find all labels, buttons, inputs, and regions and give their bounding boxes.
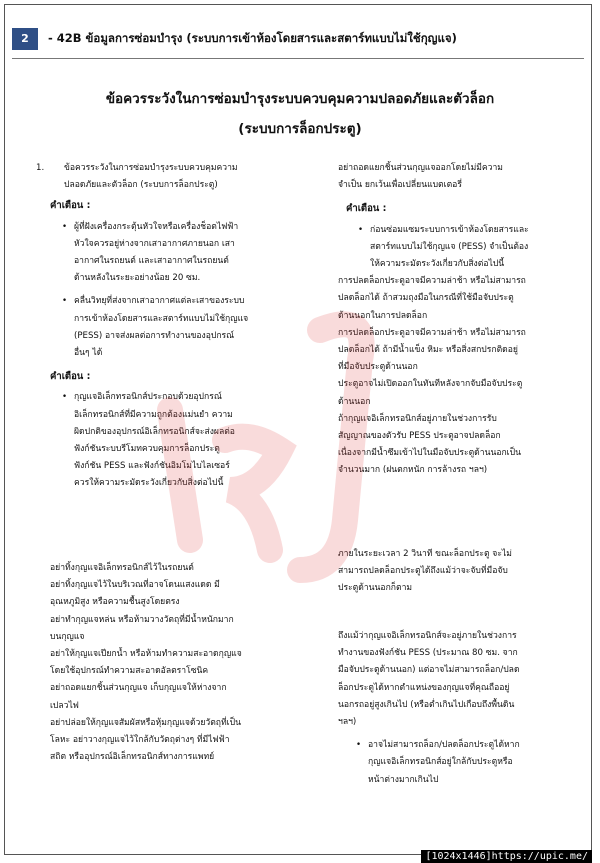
text-line: จำนวนมาก (ฝนตกหนัก การล้างรถ ฯลฯ): [338, 465, 488, 476]
text-line: อย่าทำกุญแจหล่น หรือห้ามวางวัตถุที่มีน้ำหนักมาก: [50, 614, 234, 625]
text-line: นอกรถอยู่สูงเกินไป (หรือต่ำเกินไปเกือบถึงพื้นดิน: [338, 699, 515, 710]
text-line: หน้าต่างมากเกินไป: [368, 774, 439, 785]
left-column: [36, 160, 296, 493]
numbered-item: [36, 160, 296, 194]
text-line: อุณหภูมิสูง หรือความชื้นสูงโดยตรง: [50, 597, 180, 608]
text-line: อย่าทิ้งกุญแจไว้ในบริเวณที่อาจโดนแสงแดด มี: [50, 580, 220, 591]
text-line: • ผู้ที่ฝังเครื่องกระตุ้นหัวใจหรือเครื่องช็อตไฟฟ้า: [74, 221, 239, 232]
section-header: [4, 28, 592, 50]
text-line: ปลดล็อกได้ ถ้ามีน้ำแข็ง หิมะ หรือสิ่งสกปรกติดอยู่: [338, 345, 518, 356]
header-title: - 42B ข้อมูลการซ่อมบำรุง (ระบบการเข้าห้องโดยสารและสตาร์ทแบบไม่ใช้กุญแจ): [48, 31, 457, 45]
right-paragraph-3: [338, 628, 576, 789]
bullet-item: [62, 219, 296, 288]
text-line: อย่าทิ้งกุญแจอิเล็กทรอนิกส์ไว้ในรถยนต์: [50, 563, 194, 573]
text-line: ฟังก์ชันระบบรีโมทควบคุมการล็อกประตู: [74, 444, 220, 455]
text-line: กุญแจอิเล็กทรอนิกส์อยู่ใกล้กับประตูหรือ: [368, 757, 513, 768]
text-line: ที่มือจับประตูด้านนอก: [338, 362, 418, 373]
bullet-item: [62, 293, 296, 362]
text-line: ให้ความระมัดระวังเกี่ยวกับสิ่งต่อไปนี้: [370, 259, 505, 270]
text-line: • ก่อนซ่อมแซมระบบการเข้าห้องโดยสารและ: [370, 224, 529, 235]
bullet-item: [358, 222, 576, 274]
warning-heading: คำเตือน :: [50, 371, 91, 383]
text-line: สถิต หรืออุปกรณ์อิเล็กทรอนิกส์ทางการแพทย์: [50, 752, 215, 763]
text-line: ภายในระยะเวลา 2 วินาที ขณะล็อกประตู จะไม่: [338, 549, 512, 559]
image-source-label: [1024x1446]https://upic.me/: [421, 850, 592, 863]
text-line: ฟังก์ชัน PESS และฟังก์ชันอิมโมไบไลเซอร์: [74, 461, 230, 472]
text-line: อิเล็กทรอนิกส์ที่มีความถูกต้องแม่นยำ ความ: [74, 409, 233, 420]
text-line: โดยใช้อุปกรณ์ทำความสะอาดอัลตราโซนิค: [50, 666, 209, 677]
left-column-paragraphs: [50, 560, 300, 766]
text-line: อย่าให้กุญแจเปียกน้ำ หรือห้ามทำความสะอาดกุญแจ: [50, 649, 242, 660]
text-line: หัวใจควรอยู่ห่างจากเสาอากาศภายนอก เสา: [74, 238, 235, 249]
right-column: [338, 160, 576, 480]
text-line: จำเป็น ยกเว้นเพื่อเปลี่ยนแบตเตอรี่: [338, 180, 462, 191]
text-line: ทำงานของฟังก์ชัน PESS (ประมาณ 80 ซม. จาก: [338, 648, 518, 659]
text-line: อย่าถอดแยกชิ้นส่วนกุญแจ เก็บกุญแจให้ห่างจาก: [50, 683, 227, 694]
text-line: ประตูด้านนอกก็ตาม: [338, 583, 413, 594]
text-line: ฯลฯ): [338, 717, 357, 728]
text-line: อากาศในรถยนต์ และเสาอากาศในรถยนต์: [74, 256, 229, 267]
text-line: ข้อควรระวังในการซ่อมบำรุงระบบควบคุมความ: [64, 163, 238, 173]
text-line: ปลดล็อกได้ ถ้าสวมถุงมือในกรณีที่ใช้มือจับประตู: [338, 293, 514, 304]
right-paragraph-2: [338, 546, 576, 598]
text-line: เนื่องจากมีน้ำซึมเข้าไปในมือจับประตูด้านนอกเป็น: [338, 448, 521, 459]
document-subtitle: (ระบบการล็อกประตู): [238, 121, 362, 137]
text-line: บนกุญแจ: [50, 631, 85, 642]
text-line: ด้านหลังในระยะอย่างน้อย 20 ซม.: [74, 273, 201, 284]
text-line: ด้านนอกในการปลดล็อก: [338, 310, 428, 321]
text-line: อย่าถอดแยกชิ้นส่วนกุญแจออกโดยไม่มีความ: [338, 163, 503, 173]
text-line: มือจับประตูด้านนอก) แต่อาจไม่สามารถล็อก/ปลด: [338, 665, 520, 676]
text-line: (PESS) อาจส่งผลต่อการทำงานของอุปกรณ์: [74, 330, 235, 341]
text-line: • อาจไม่สามารถล็อก/ปลดล็อกประตูได้หาก: [368, 740, 520, 751]
text-line: สัญญาณของตัวรับ PESS ประตูอาจปลดล็อก: [338, 431, 501, 442]
text-line: ถึงแม้ว่ากุญแจอิเล็กทรอนิกส์จะอยู่ภายในช่วงการ: [338, 631, 517, 641]
page-badge: 2: [12, 28, 38, 50]
text-line: สามารถปลดล็อกประตูได้ถึงแม้ว่าจะจับที่มือจับ: [338, 566, 508, 577]
text-line: การปลดล็อกประตูอาจมีความล่าช้า หรือไม่สามารถ: [338, 276, 526, 287]
text-line: เปลวไฟ: [50, 700, 79, 711]
text-line: ควรให้ความระมัดระวังเกี่ยวกับสิ่งต่อไปนี้: [74, 478, 224, 489]
text-line: ถ้ากุญแจอิเล็กทรอนิกส์อยู่ภายในช่วงการรับ: [338, 413, 497, 424]
text-line: การปลดล็อกประตูอาจมีความล่าช้า หรือไม่สามารถ: [338, 327, 526, 338]
bullet-item: [62, 389, 296, 492]
text-line: ประตูอาจไม่เปิดออกในทันทีหลังจากจับมือจับประตู: [338, 379, 523, 390]
text-line: อื่นๆ ได้: [74, 348, 103, 359]
text-line: ด้านนอก: [338, 396, 371, 407]
item-number: 1.: [36, 163, 45, 173]
warning-heading: คำเตือน :: [346, 203, 387, 215]
text-line: โลหะ อย่าวางกุญแจไว้ใกล้กับวัตถุต่างๆ ที่มีไฟฟ้า: [50, 735, 230, 746]
text-line: ล็อกประตูได้หากตำแหน่งของกุญแจที่คุณถืออยู่: [338, 682, 510, 693]
document-title: ข้อควรระวังในการซ่อมบำรุงระบบควบคุมความปลอดภัยและตัวล็อก: [105, 91, 495, 107]
text-line: • กุญแจอิเล็กทรอนิกส์ประกอบด้วยอุปกรณ์: [74, 392, 222, 403]
text-line: อย่าปล่อยให้กุญแจสัมผัสหรือหุ้มกุญแจด้วยวัตถุที่เป็น: [50, 717, 241, 728]
warning-heading: คำเตือน :: [50, 200, 91, 212]
text-line: • คลื่นวิทยุที่ส่งจากเสาอากาศแต่ละเสาของระบบ: [74, 296, 245, 307]
bullet-item: [356, 737, 576, 789]
text-line: ผิดปกติของอุปกรณ์อิเล็กทรอนิกส์จะส่งผลต่อ: [74, 426, 235, 437]
header-divider: [12, 58, 584, 59]
text-line: สตาร์ทแบบไม่ใช้กุญแจ (PESS) จำเป็นต้อง: [370, 241, 529, 252]
text-line: การเข้าห้องโดยสารและสตาร์ทแบบไม่ใช้กุญแจ: [74, 313, 249, 324]
text-line: ปลอดภัยและตัวล็อก (ระบบการล็อกประตู): [64, 180, 218, 191]
